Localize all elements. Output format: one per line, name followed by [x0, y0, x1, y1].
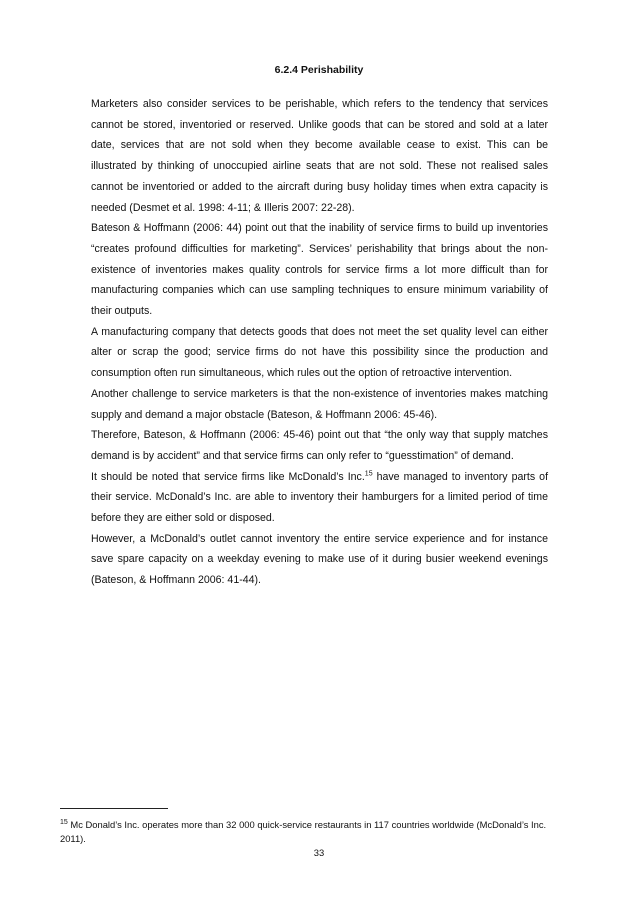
- paragraph-spare-capacity: However, a McDonald’s outlet cannot inventory the entire service experience and for instance save spare capacity on a weekday evening to make use of it during busier weekend evenings (Bateson, & Hoffmann 2006: 41-44).: [91, 532, 548, 587]
- paragraph-manufacturing-comparison: A manufacturing company that detects goods that does not meet the set quality level can either alter or scrap the good; service firms do not have this possibility since the production and consumption often run simultaneous, which rules out the option of retroactive intervention.: [91, 325, 548, 380]
- footnote-divider: [60, 808, 168, 809]
- paragraph-mcdonalds-inventory: [91, 467, 548, 529]
- section-heading: 6.2.4 Perishability: [274, 64, 364, 76]
- paragraph-mcdonalds-text-end: have managed to inventory parts of their service. McDonald’s Inc. are able to inventory their hamburgers for a limited period of time before they are either sold or disposed.: [91, 470, 549, 525]
- paragraph-guesstimation: Therefore, Bateson, & Hoffmann (2006: 45-46) point out that “the only way that supply matches demand is by accident” and that service firms can only refer to “guesstimation” of demand.: [91, 429, 548, 462]
- footnote-text: Mc Donald’s Inc. operates more than 32 000 quick-service restaurants in 117 countries worldwide (McDonald’s Inc. 2011).: [60, 819, 547, 844]
- footnote: [60, 818, 560, 845]
- paragraph-mcdonalds-text-start: It should be noted that service firms like McDonald’s Inc.: [91, 470, 365, 483]
- paragraph-perishable-definition: Marketers also consider services to be perishable, which refers to the tendency that services cannot be stored, inventoried or reserved. Unlike goods that can be stored and sold at a later date, services that are not sold when they become available cease to exist. This can be illustrated by thinking of unoccupied airline seats that are not sold. These not realised sales cannot be inventoried or added to the aircraft during busy holiday times when extra capacity is needed (Desmet et al. 1998: 4-11; & Illeris 2007: 22-28).: [91, 98, 548, 214]
- body-text: [91, 94, 548, 591]
- page-number: 33: [313, 847, 325, 858]
- paragraph-inventory-difficulty: Bateson & Hoffmann (2006: 44) point out that the inability of service firms to build up inventories “creates profound difficulties for marketing”. Services’ perishability that brings about the non-existence of inventories makes quality controls for service firms a lot more difficult than for manufacturing companies which can use sampling techniques to ensure minimum variability of their outputs.: [91, 222, 548, 318]
- footnote-marker: 15: [60, 818, 68, 826]
- paragraph-supply-demand: Another challenge to service marketers is that the non-existence of inventories makes matching supply and demand a major obstacle (Bateson, & Hoffmann 2006: 45-46).: [91, 387, 548, 421]
- footnote-reference: 15: [364, 470, 373, 478]
